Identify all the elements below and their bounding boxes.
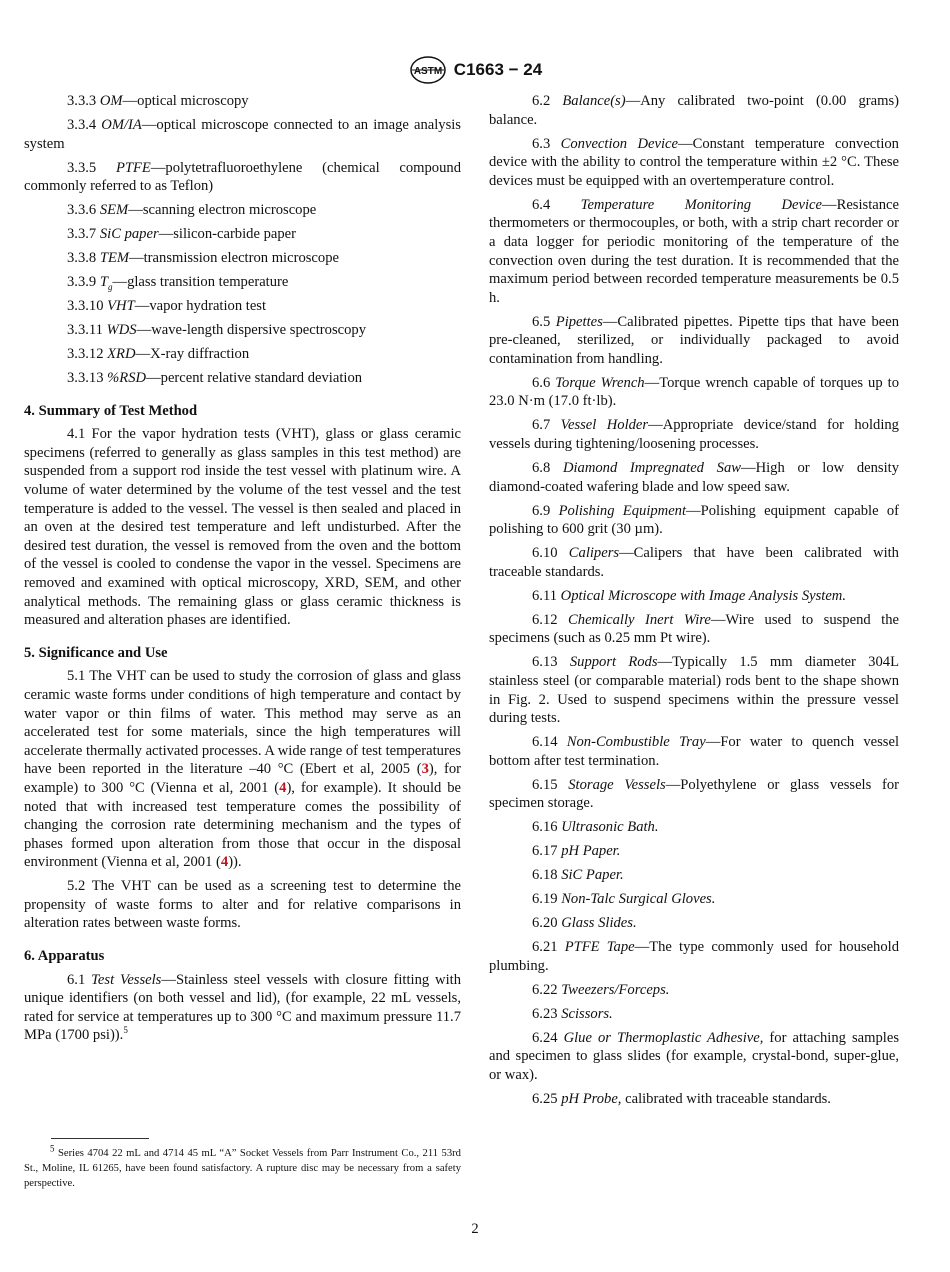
astm-logo-icon: [408, 55, 448, 85]
apparatus-item: 6.14 Non-Combustible Tray—For water to quench vessel bottom after test termination.: [489, 734, 899, 769]
abbreviation-item: 3.3.12 XRD—X-ray diffraction: [67, 346, 250, 363]
apparatus-item: 6.16 Ultrasonic Bath.: [532, 819, 659, 836]
footnote-5: $^5$ Series 4704 22 mL and 4714 45 mL “A” Socket Vessels from Parr Instrument Co., 211 53rd St., Moline, IL 61265, have been found satisfactory. A rupture disc may be necessary from a safety perspective.: [24, 1143, 461, 1190]
reference-link-4[interactable]: 4: [220, 854, 229, 871]
apparatus-item: 6.13 Support Rods—Typically 1.5 mm diameter 304L stainless steel (or comparable material) rods bent to the shape shown in Fig. 2. Used to suspend specimens within the pressure vessel during tests.: [489, 654, 899, 727]
apparatus-item: 6.19 Non-Talc Surgical Gloves.: [532, 891, 716, 908]
apparatus-item: 6.20 Glass Slides.: [532, 915, 637, 932]
apparatus-item: 6.3 Convection Device—Constant temperature convection device with the ability to control the temperature within ±2 °C. These devices must be equipped with an overtemperature control.: [489, 135, 899, 189]
document-designation: C1663 − 24: [453, 60, 543, 79]
apparatus-item: 6.6 Torque Wrench—Torque wrench capable of torques up to 23.0 N·m (17.0 ft·lb).: [489, 374, 899, 410]
apparatus-item: 6.11 Optical Microscope with Image Analysis System.: [532, 587, 846, 604]
right-column: [489, 92, 899, 1114]
paragraph-4-1: 4.1 For the vapor hydration tests (VHT), glass or glass ceramic specimens (referred to generally as glass samples in this test method) are suspended from a support rod inside the test vessel with platinum wire. A volume of water determined by the volume of the test vessel and the test temperature is added to the vessel. The vessel is then sealed and placed in an oven at the desired test temperature and left undisturbed. After the desired test duration, the vessel is removed from the oven and the bottom of the vessel is cooled to condense the vapor in the vessel. Specimens are removed and examined with optical microscopy, XRD, SEM, and other analytical methods. The remaining glass or glass ceramic thickness is measured and alteration phases are identified.: [24, 426, 461, 629]
apparatus-item: 6.10 Calipers—Calipers that have been calibrated with traceable standards.: [489, 545, 899, 580]
apparatus-item: 6.23 Scissors.: [532, 1005, 613, 1022]
apparatus-item: 6.25 pH Probe, calibrated with traceable standards.: [532, 1090, 831, 1107]
abbreviation-item: 3.3.4 OM/IA—optical microscope connected to an image analysis system: [24, 116, 461, 152]
section-5-heading: 5. Significance and Use: [24, 644, 168, 661]
apparatus-item: 6.17 pH Paper.: [532, 843, 621, 860]
apparatus-item: 6.15 Storage Vessels—Polyethylene or glass vessels for specimen storage.: [489, 776, 899, 812]
apparatus-item: 6.5 Pipettes—Calibrated pipettes. Pipette tips that have been pre-cleaned, sterilized, or individually packaged to avoid contamination from handling.: [489, 313, 899, 367]
footnote-divider: [51, 1138, 149, 1139]
footnote-marker: 5: [123, 1025, 128, 1036]
apparatus-list: [489, 92, 899, 1108]
apparatus-item: 6.8 Diamond Impregnated Saw—High or low density diamond-coated wafering blade and low speed saw.: [489, 460, 900, 495]
abbreviation-item: 3.3.3 OM—optical microscopy: [67, 93, 249, 109]
abbreviation-item: 3.3.11 WDS—wave-length dispersive spectroscopy: [67, 322, 366, 339]
abbreviation-list: [24, 92, 461, 388]
section-4-heading: 4. Summary of Test Method: [24, 402, 198, 419]
left-column: [24, 92, 461, 1050]
abbreviation-item: 3.3.5 PTFE—polytetrafluoroethylene (chemical compound commonly referred to as Teflon): [24, 159, 461, 195]
apparatus-item: 6.22 Tweezers/Forceps.: [532, 981, 670, 998]
page-header: [0, 54, 950, 86]
reference-link-4[interactable]: 4: [279, 779, 287, 796]
apparatus-item: 6.9 Polishing Equipment—Polishing equipment capable of polishing to 600 grit (30 µm).: [489, 502, 900, 538]
apparatus-item: 6.2 Balance(s)—Any calibrated two-point (0.00 grams) balance.: [489, 93, 899, 128]
logo-text: ASTM: [413, 66, 442, 77]
abbreviation-item: 3.3.7 SiC paper—silicon-carbide paper: [67, 226, 296, 243]
apparatus-item: 6.24 Glue or Thermoplastic Adhesive, for attaching samples and specimen to glass slides (for example, crystal-bond, super-glue, or wax).: [489, 1029, 899, 1083]
paragraph-5-1: 5.1 The VHT can be used to study the corrosion of glass and glass ceramic waste forms under conditions of high temperature and contact by water vapor or thin films of water. This method may serve as an accelerated test for some materials, since the high temperatures will accelerate thermally activated processes. A wide range of test temperatures have been reported in the literature –40 °C (Ebert et al, 2005 (3), for example) to 300 °C (Vienna et al, 2001 (4), for example). It should be noted that with increased test temperature comes the possibility of changing the corrosion rate determining mechanism and the types of phases formed upon alteration from those that occur in the disposal environment (Vienna et al, 2001 (4)).: [24, 668, 461, 871]
apparatus-item: 6.7 Vessel Holder—Appropriate device/stand for holding vessels during tightening/loosening processes.: [489, 417, 899, 453]
paragraph-5-2: 5.2 The VHT can be used as a screening test to determine the propensity of waste forms to alter and for relative comparisons in alteration rates between waste forms.: [24, 878, 461, 932]
abbreviation-item: 3.3.6 SEM—scanning electron microscope: [67, 202, 317, 219]
section-6-heading: 6. Apparatus: [24, 948, 105, 965]
abbreviation-item: 3.3.10 VHT—vapor hydration test: [67, 298, 267, 315]
apparatus-item: 6.21 PTFE Tape—The type commonly used for household plumbing.: [489, 939, 899, 974]
abbreviation-item: 3.3.13 %RSD—percent relative standard deviation: [67, 370, 363, 387]
abbreviation-item: 3.3.8 TEM—transmission electron microscope: [67, 250, 339, 267]
abbreviation-item: 3.3.9 $T_g—glass$ transition temperature: [67, 274, 289, 292]
reference-link-3[interactable]: 3: [421, 761, 429, 778]
paragraph-6-1: 6.1 Test Vessels—Stainless steel vessels with closure fitting with unique identifiers (on both vessel and lid), (for example, 22 mL vessels, rated for service at temperatures up to 300 °C and maximum pressure 11.7 MPa (1700 psi)).$^5$: [24, 971, 461, 1044]
apparatus-item: 6.12 Chemically Inert Wire—Wire used to suspend the specimens (such as 0.25 mm Pt wire).: [489, 611, 899, 647]
apparatus-item: 6.4 Temperature Monitoring Device—Resistance thermometers or thermocouples, or both, with a strip chart recorder or a data logger for periodic monitoring of the temperature of the convection oven during the test duration. It is recommended that the maximum period between recorded temperature measurements be 0.5 h.: [489, 196, 900, 306]
apparatus-item: 6.18 SiC Paper.: [532, 867, 624, 884]
page-number: 2: [471, 1221, 479, 1237]
